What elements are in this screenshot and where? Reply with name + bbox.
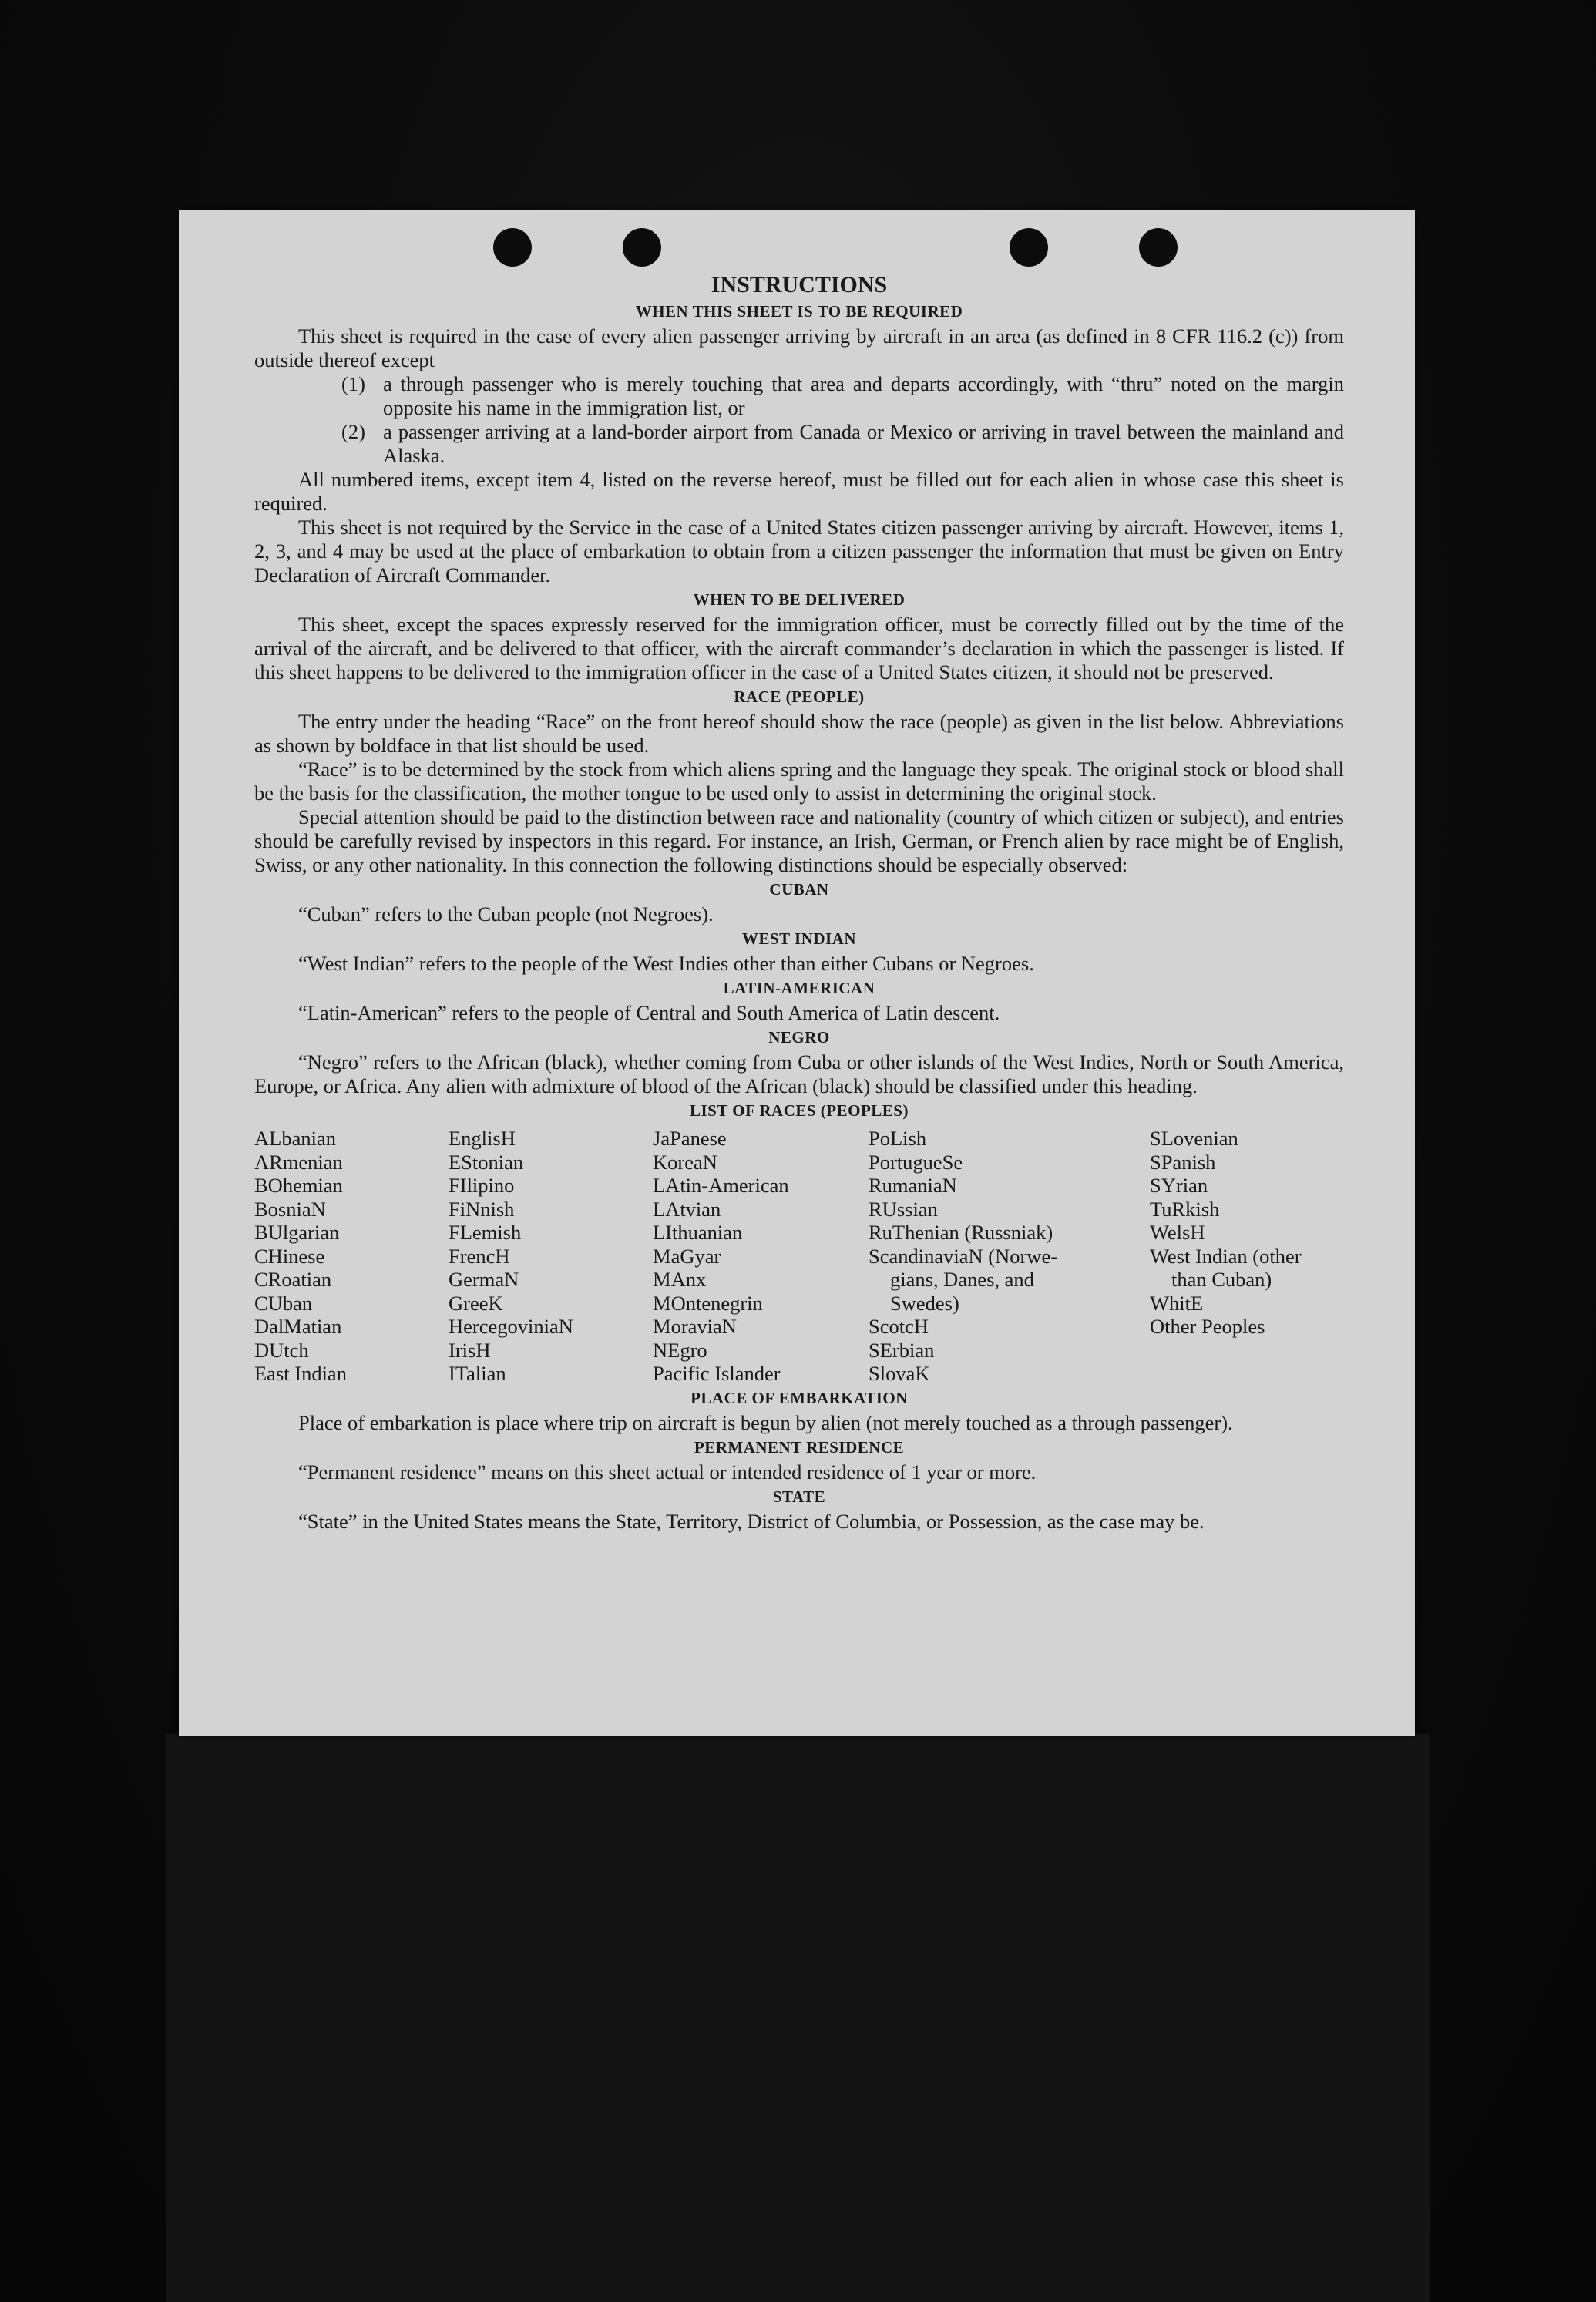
- state-text: “State” in the United States means the State, Territory, District of Columbia, or Possession, as the case may be.: [298, 1509, 1205, 1533]
- race-entry: WelsH: [1150, 1221, 1205, 1244]
- race-entry: EStonian: [449, 1150, 524, 1174]
- race-entry: BOhemian: [254, 1174, 343, 1197]
- race-entry: CHinese: [254, 1244, 325, 1268]
- race-entry: MaGyar: [653, 1244, 721, 1268]
- race-paragraph-3: Special attention should be paid to the distinction between race and nationality (country of which citizen or subject), and entries should be carefully revised by inspectors in this regard. For instance, an Irish, German, or French alien by race might be of English, Swiss, or any other nationality. In this connection the following distinctions should be especially observed:: [254, 805, 1344, 876]
- page-title: INSTRUCTIONS: [711, 272, 888, 297]
- race-entry: BUlgarian: [254, 1221, 340, 1244]
- section-heading-race: RACE (PEOPLE): [734, 687, 865, 706]
- race-entry: MoraviaN: [653, 1315, 737, 1338]
- race-entry: FIlipino: [449, 1174, 515, 1197]
- race-entry: SErbian: [869, 1338, 935, 1362]
- section-heading-negro: NEGRO: [768, 1028, 830, 1047]
- race-entry: CRoatian: [254, 1268, 332, 1291]
- race-entry-continued: gians, Danes, and: [890, 1268, 1034, 1291]
- race-entry: Pacific Islander: [653, 1362, 781, 1385]
- negro-text: “Negro” refers to the African (black), whether coming from Cuba or other islands of the West Indies, North or South America, Europe, or Africa. Any alien with admixture of blood of the African (black) should be classified under this heading.: [254, 1050, 1344, 1097]
- race-entry: MAnx: [653, 1268, 707, 1291]
- race-entry: ITalian: [449, 1362, 506, 1385]
- race-entry: ScotcH: [869, 1315, 929, 1338]
- race-entry: DalMatian: [254, 1315, 342, 1338]
- citizen-paragraph: This sheet is not required by the Service in the case of a United States citizen passenger arriving by aircraft. However, items 1, 2, 3, and 4 may be used at the place of embarkation to obtain from a citizen passenger the information that must be given on Entry Declaration of Aircraft Commander.: [254, 516, 1344, 586]
- race-entry: SLovenian: [1150, 1127, 1238, 1150]
- race-entry: BosniaN: [254, 1197, 326, 1221]
- race-entry-continued: Swedes): [890, 1291, 959, 1315]
- race-entry: FrencH: [449, 1244, 510, 1268]
- exception-item-number: (2): [341, 420, 365, 443]
- race-entry: East Indian: [254, 1362, 347, 1385]
- numbered-items-paragraph: All numbered items, except item 4, listed on the reverse hereof, must be filled out for each alien in whose case this sheet is required.: [254, 468, 1344, 515]
- section-heading-state: STATE: [772, 1487, 826, 1506]
- instructions-body: [254, 271, 1344, 1534]
- section-heading-when-delivered: WHEN TO BE DELIVERED: [693, 590, 906, 609]
- race-entry: NEgro: [653, 1338, 707, 1362]
- race-entry: KoreaN: [653, 1150, 717, 1174]
- race-entry: CUban: [254, 1291, 313, 1315]
- exception-item-text: a through passenger who is merely touching that area and departs accordingly, with “thru” noted on the margin opposite his name in the immigration list, or: [383, 372, 1344, 419]
- race-entry: LAtvian: [653, 1197, 721, 1221]
- race-entry: JaPanese: [653, 1127, 727, 1150]
- exception-item-number: (1): [341, 372, 365, 395]
- when-required-intro: This sheet is required in the case of every alien passenger arriving by aircraft in an area (as defined in 8 CFR 116.2 (c)) from outside thereof except: [254, 324, 1344, 371]
- race-entry-continued: than Cuban): [1171, 1268, 1272, 1291]
- race-entry: DUtch: [254, 1338, 309, 1362]
- race-entry: SYrian: [1150, 1174, 1208, 1197]
- race-entry: RumaniaN: [869, 1174, 957, 1197]
- when-delivered-text: This sheet, except the spaces expressly reserved for the immigration officer, must be correctly filled out by the time of the arrival of the aircraft, and be delivered to that officer, with the aircraft commander’s declaration in which the passenger is listed. If this sheet happens to be delivered to the immigration officer in the case of a United States citizen, it should not be preserved.: [254, 613, 1344, 684]
- races-column-1: [254, 1127, 449, 1386]
- punch-hole: [623, 228, 661, 267]
- race-entry: SPanish: [1150, 1150, 1216, 1174]
- section-heading-cuban: CUBAN: [769, 880, 829, 899]
- race-entry: GermaN: [449, 1268, 519, 1291]
- race-paragraph-2: “Race” is to be determined by the stock from which aliens spring and the language they speak. The original stock or blood shall be the basis for the classification, the mother tongue to be used only to assist in determining the original stock.: [254, 758, 1344, 805]
- race-entry: PoLish: [869, 1127, 927, 1150]
- section-heading-list-of-races: LIST OF RACES (PEOPLES): [690, 1101, 909, 1120]
- section-heading-embarkation: PLACE OF EMBARKATION: [690, 1388, 908, 1407]
- races-column-2: [449, 1127, 653, 1386]
- cuban-text: “Cuban” refers to the Cuban people (not Negroes).: [298, 902, 714, 926]
- section-heading-residence: PERMANENT RESIDENCE: [694, 1437, 905, 1457]
- race-entry: GreeK: [449, 1291, 503, 1315]
- exception-item: [254, 420, 1344, 468]
- scan-lower-strip: [166, 1734, 1430, 2302]
- section-heading-when-required: WHEN THIS SHEET IS TO BE REQUIRED: [635, 302, 963, 321]
- race-entry: TuRkish: [1150, 1197, 1220, 1221]
- race-entry: ScandinaviaN (Norwe-: [869, 1244, 1058, 1268]
- race-entry: RUssian: [869, 1197, 938, 1221]
- latin-american-text: “Latin-American” refers to the people of Central and South America of Latin descent.: [298, 1001, 1000, 1024]
- section-heading-west-indian: WEST INDIAN: [741, 929, 857, 948]
- exception-item: [254, 372, 1344, 420]
- document-sheet: [179, 210, 1415, 1736]
- race-entry: EnglisH: [449, 1127, 516, 1150]
- residence-text: “Permanent residence” means on this sheet actual or intended residence of 1 year or more.: [298, 1460, 1037, 1484]
- races-table: [254, 1127, 1344, 1386]
- race-entry: LAtin-American: [653, 1174, 789, 1197]
- punch-hole: [493, 228, 532, 267]
- race-entry: ALbanian: [254, 1127, 336, 1150]
- race-entry: WhitE: [1150, 1291, 1204, 1315]
- race-entry: LIthuanian: [653, 1221, 743, 1244]
- race-paragraph-1: The entry under the heading “Race” on the front hereof should show the race (people) as given in the list below. Abbreviations as shown by boldface in that list should be used.: [254, 710, 1344, 757]
- embarkation-text: Place of embarkation is place where trip on aircraft is begun by alien (not merely touched as a through passenger).: [298, 1410, 1233, 1434]
- section-heading-latin-american: LATIN-AMERICAN: [723, 979, 875, 997]
- punch-hole: [1010, 228, 1048, 267]
- race-entry: West Indian (other: [1150, 1244, 1302, 1268]
- race-entry: PortugueSe: [869, 1150, 963, 1174]
- race-entry: Other Peoples: [1150, 1315, 1265, 1338]
- punch-hole: [1139, 228, 1178, 267]
- west-indian-text: “West Indian” refers to the people of the West Indies other than either Cubans or Negroes.: [298, 952, 1034, 975]
- race-entry: FiNnish: [449, 1197, 515, 1221]
- race-entry: FLemish: [449, 1221, 522, 1244]
- races-column-4: [869, 1127, 1150, 1386]
- races-column-3: [653, 1127, 869, 1386]
- race-entry: HercegoviniaN: [449, 1315, 573, 1338]
- race-entry: SlovaK: [869, 1362, 930, 1385]
- races-column-5: [1150, 1127, 1344, 1386]
- exception-item-text: a passenger arriving at a land-border airport from Canada or Mexico or arriving in travel between the mainland and Alaska.: [383, 420, 1344, 467]
- race-entry: MOntenegrin: [653, 1291, 763, 1315]
- race-entry: ARmenian: [254, 1150, 343, 1174]
- race-entry: RuThenian (Russniak): [869, 1221, 1053, 1244]
- race-entry: IrisH: [449, 1338, 491, 1362]
